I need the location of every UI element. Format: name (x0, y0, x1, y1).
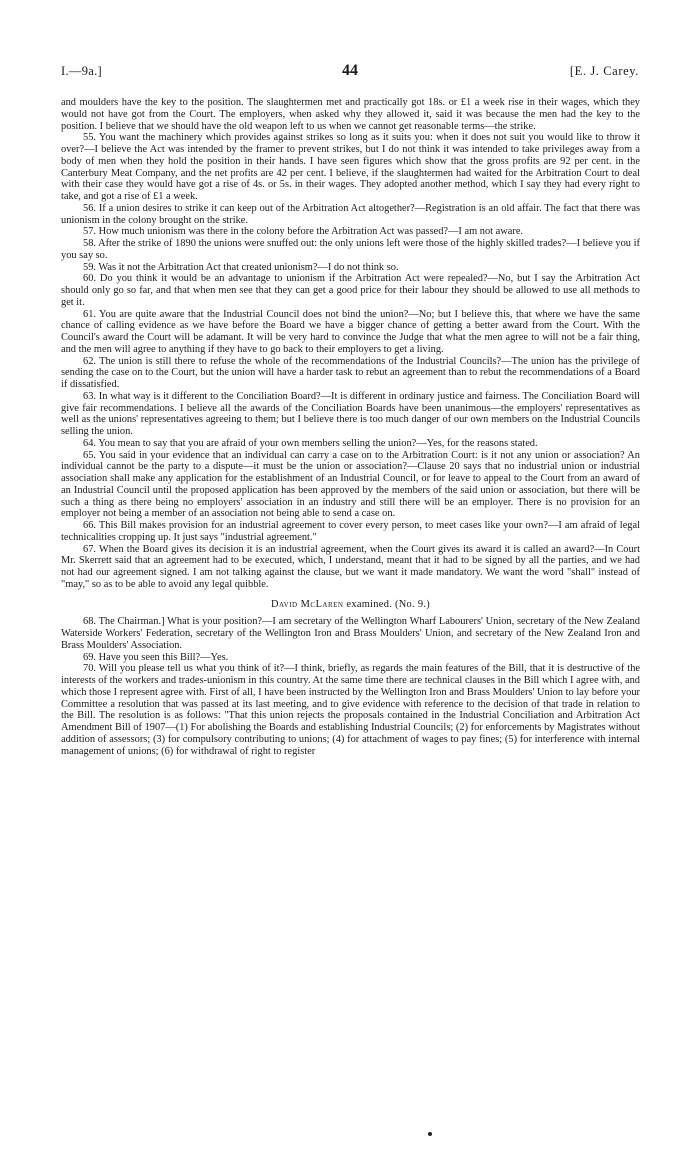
paragraph-q59: 59. Was it not the Arbitration Act that created unionism?—I do not think so. (83, 261, 399, 273)
witness-subheading (61, 599, 640, 611)
paragraph-q57: 57. How much unionism was there in the colony before the Arbitration Act was passed?—I am not aware. (83, 226, 524, 238)
paragraph-q65: 65. You said in your evidence that an individual can carry a case on to the Arbitration Court: is it not any union or association? An individual cannot be the party to a dispute—it must be the union or association?—Clause 20 says that no industrial union or industrial association shall make any application for the establishment of an Industrial Council, or for leave to appeal to the Court from an award of an Industrial Council until the proposed application has been approved by the members of the said union or association, but there will be such a thing as there being no employers' association in an industry and still there will be an employer. There is no provision for an employer not being a member of an association not being able to send a case on. (61, 449, 640, 520)
witness-subheading-suffix: examined. (No. 9.) (346, 598, 430, 610)
paragraph-q58: 58. After the strike of 1890 the unions were snuffed out: the only unions left were those of the highly skilled trades?—I believe you if you say so. (61, 238, 640, 261)
paragraph-q66: 66. This Bill makes provision for an industrial agreement to cover every person, to meet cases like your own?—I am afraid of legal technicalities cropping up. It just says "industrial agreement." (61, 520, 640, 543)
paragraph-q55: 55. You want the machinery which provides against strikes so long as it suits you: when it does not suit you would like to throw it over?—I believe the Act was intended by the framer to prevent strikes, but I do not think it was intended to take privileges away from a body of men when they hold the position in their hands. I have seen figures which show that the gross profits are 92 per cent. in the Canterbury Meat Company, and the net profits are 42 per cent. I believe, if the slaughtermen had waited for the Arbitration Court to deal with their case they would have got a rise of 4s. or 5s. in their wages. They adopted another method, which I say they had every right to take, and got a rise of £1 a week. (61, 132, 640, 202)
page-number: 44 (342, 62, 358, 79)
paragraph-q56: 56. If a union desires to strike it can keep out of the Arbitration Act altogether?—Registration is an old affair. The fact that there was unionism in the colony brought on the strike. (61, 202, 640, 226)
paragraph-q61: 61. You are quite aware that the Industrial Council does not bind the union?—No; but I believe this, that where we have the same chance of calling evidence as we have before the Board we have a bigger chance of getting a better award from the Court. With the Council's award the Court will be adamant. It will be very hard to convince the Judge that what the men agree to will not be a fair thing, and the men will agree to anything if they have to go back to their employers to get a living. (61, 308, 640, 355)
paragraph-q67: 67. When the Board gives its decision it is an industrial agreement, when the Court gives its award it is called an award?—In Court Mr. Skerrett said that an agreement had to be executed, which, I understand, meant that it had to be signed by all the parties, and we had not had our agreement signed. I am not talking against the clause, but we want it made mandatory. We want the word "shall" instead of "may," so as to be able to avoid any legal quibble. (61, 543, 640, 590)
header-left-reference: I.—9a.] (61, 64, 102, 78)
paragraph-q69: 69. Have you seen this Bill?—Yes. (83, 651, 229, 663)
paragraph-q70: 70. Will you please tell us what you think of it?—I think, briefly, as regards the main features of the Bill, that it is destructive of the interests of the workers and trades-unionism in this country. At the same time there are technical clauses in the Bill which I agree with, and which those I represent agree with. First of all, I have been instructed by the Wellington Iron and Brass Moulders' Union to lay before your Committee a resolution that was passed at its last meeting, and to give evidence with reference to the decision of that trade in relation to the Bill. The resolution is as follows: "That this union rejects the proposals contained in the Industrial Conciliation and Arbitration Act Amendment Bill of 1907—(1) For abolishing the Boards and establishing Industrial Councils; (2) for enforcements by Magistrates without addition of assessors; (3) for compulsory contributing to unions; (4) for attachment of wages to pay fines; (5) for interference with internal management of unions; (6) for withdrawal of right to register (61, 663, 640, 757)
witness-name: David McLaren (270, 598, 344, 610)
page-header (61, 62, 639, 84)
paragraph-q63: 63. In what way is it different to the Conciliation Board?—It is different in ordinary justice and fairness. The Conciliation Board will give fair recommendations. I believe all the awards of the Conciliation Boards have been unanimous—the employers' representatives as well as the unions' representatives agreeing to them; but I believe there is too much danger of our own members on the Industrial Councils selling the union. (61, 390, 640, 437)
paragraph-q64: 64. You mean to say that you are afraid of your own members selling the union?—Yes, for the reasons stated. (83, 437, 538, 449)
paragraph-q68: 68. The Chairman.] What is your position?—I am secretary of the Wellington Wharf Labourers' Union, secretary of the New Zealand Waterside Workers' Federation, secretary of the Wellington Iron and Brass Moulders' Union, and secretary of the New Zealand Iron and Brass Moulders' Association. (61, 616, 640, 651)
paragraph-continuation: and moulders have the key to the position. The slaughtermen met and practically got 18s. or £1 a week rise in their wages, which they would not have got from the Court. The employers, when asked why they allowed it, said it was because the men had the key to the position. I believe that we should have the old weapon left to us when we cannot get reasonable terms—the strike. (61, 97, 640, 132)
document-body (61, 97, 640, 757)
page-mark-dot (428, 1132, 432, 1136)
header-right-witness: [E. J. Carey. (569, 64, 639, 78)
paragraph-q60: 60. Do you think it would be an advantage to unionism if the Arbitration Act were repealed?—No, but I say the Arbitration Act should only go so far, and that when men see that they can get a good price for their labour they should be allowed to use all methods to get it. (61, 273, 640, 308)
paragraph-q62: 62. The union is still there to refuse the whole of the recommendations of the Industrial Councils?—The union has the privilege of sending the case on to the Court, but the union will have a harder task to rebut an agreement than to rebut the recommendations of a Board if dissatisfied. (61, 355, 640, 390)
